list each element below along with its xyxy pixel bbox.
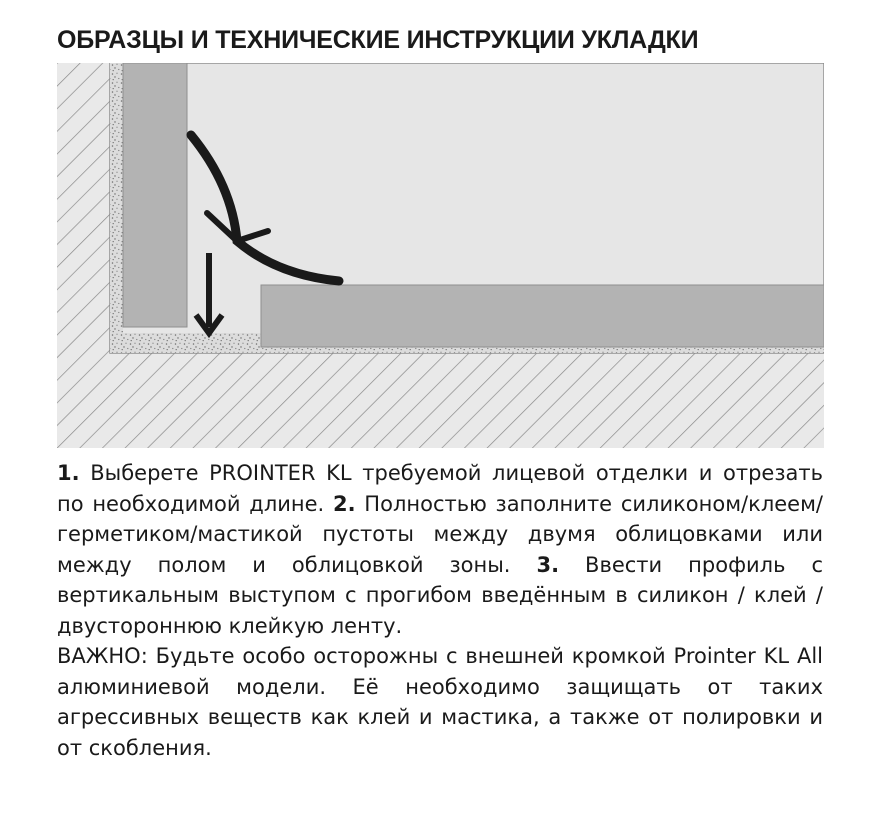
step-3-number: 3. — [536, 552, 560, 577]
wall-tile — [123, 63, 187, 327]
installation-diagram — [57, 63, 824, 448]
page-title: ОБРАЗЦЫ И ТЕХНИЧЕСКИЕ ИНСТРУКЦИИ УКЛАДКИ — [57, 26, 699, 54]
instruction-steps — [57, 458, 823, 641]
instructions-block — [57, 458, 823, 763]
step-2-number: 2. — [332, 491, 356, 516]
step-1-number: 1. — [57, 461, 80, 485]
step-2-text: Полностью заполните силиконом/клеем/герметиком/мастикой пустоты между двумя облицовками или между полом и облицовкой зоны. — [57, 491, 823, 577]
step-1-text: Выберете PROINTER KL требуемой лицевой отделки и отрезать по необходимой длине. — [57, 461, 823, 516]
floor-tile — [261, 285, 824, 347]
warning-note: ВАЖНО: Будьте особо осторожны с внешней кромкой Prointer KL All алюминиевой модели. Её необходимо защищать от таких агрессивных веществ как клей и мастика, а также от полировки и от скобления. — [57, 644, 823, 760]
step-3-text: Ввести профиль с вертикальным выступом с прогибом введённым в силикон / клей /двустороннюю клейкую ленту. — [57, 552, 823, 638]
